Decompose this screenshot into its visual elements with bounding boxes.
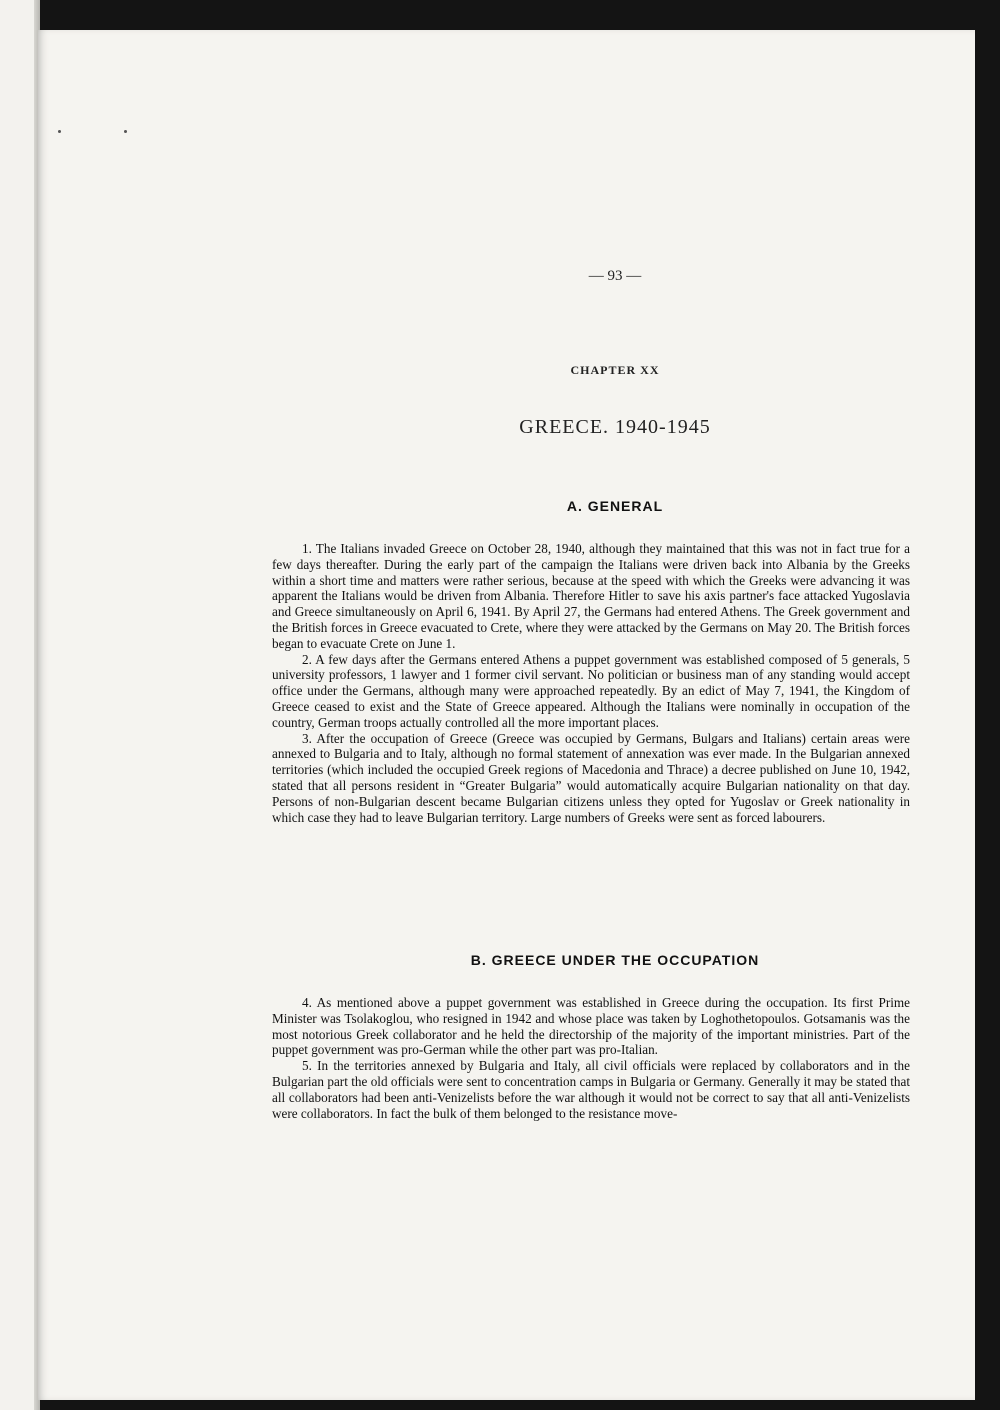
page-title: GREECE. 1940-1945 [519, 416, 711, 438]
section-body-occupation [272, 995, 910, 1121]
paragraph: 4. As mentioned above a puppet government was established in Greece during the occupation. Its first Prime Minister was Tsolakoglou, who resigned in 1942 and whose place was taken by Loghothetopoulos. Gotsamanis was the most notorious Greek collaborator and he held the directorship of the majority of the important ministries. Part of the puppet government was pro-German while the other part was pro-Italian. [272, 995, 910, 1058]
paragraph: 3. After the occupation of Greece (Greece was occupied by Germans, Bulgars and Italians) certain areas were annexed to Bulgaria and to Italy, although no formal statement of annexation was ever made. In the Bulgarian annexed territories (which included the occupied Greek regions of Macedonia and Thrace) a decree published on June 10, 1942, stated that all persons resident in “Greater Bulgaria” would automatically acquire Bulgarian nationality on that day. Persons of non-Bulgarian descent became Bulgarian citizens unless they opted for Yugoslav or Greek nationality in which case they had to leave Bulgarian territory. Large numbers of Greeks were sent as forced labourers. [272, 730, 910, 825]
section-heading-general: A. GENERAL [566, 498, 664, 514]
page-number: — 93 — [588, 268, 642, 284]
chapter-label: CHAPTER XX [570, 363, 660, 377]
paragraph: 2. A few days after the Germans entered Athens a puppet government was established composed of 5 generals, 5 university professors, 1 lawyer and 1 former civil servant. No politician or business man of any standing would accept office under the Germans, although many were approached repeatedly. By an edict of May 7, 1941, the Kingdom of Greece ceased to exist and the State of Greece appeared. Although the Italians were nominally in occupation of the country, German troops actually controlled all the more important places. [272, 651, 910, 730]
facing-page-edge [0, 0, 40, 1410]
paragraph: 5. In the territories annexed by Bulgaria and Italy, all civil officials were replaced by collaborators and in the Bulgarian part the old officials were sent to concentration camps in Bulgaria or Germany. Generally it may be stated that all collaborators had been anti-Venizelists before the war although it would not be correct to say that all anti-Venizelists were collaborators. In fact the bulk of them belonged to the resistance move- [272, 1058, 910, 1121]
paper-speck [58, 130, 61, 133]
paper-speck [124, 130, 127, 133]
section-body-general [272, 541, 910, 825]
paragraph: 1. The Italians invaded Greece on October 28, 1940, although they maintained that this was not in fact true for a few days thereafter. During the early part of the campaign the Italians were driven back into Albania by the Greeks within a short time and matters were rather serious, because at the speed with which the Greeks were advancing it was apparent the Italians would be driven from Albania. Therefore Hitler to save his axis partner's face attacked Yugoslavia and Greece simultaneously on April 6, 1941. By April 27, the Germans had entered Athens. The Greek government and the British forces in Greece evacuated to Crete, where they were attacked by the Germans on May 20. The British forces began to evacuate Crete on June 1. [272, 541, 910, 651]
section-heading-occupation: B. GREECE UNDER THE OCCUPATION [470, 952, 760, 968]
